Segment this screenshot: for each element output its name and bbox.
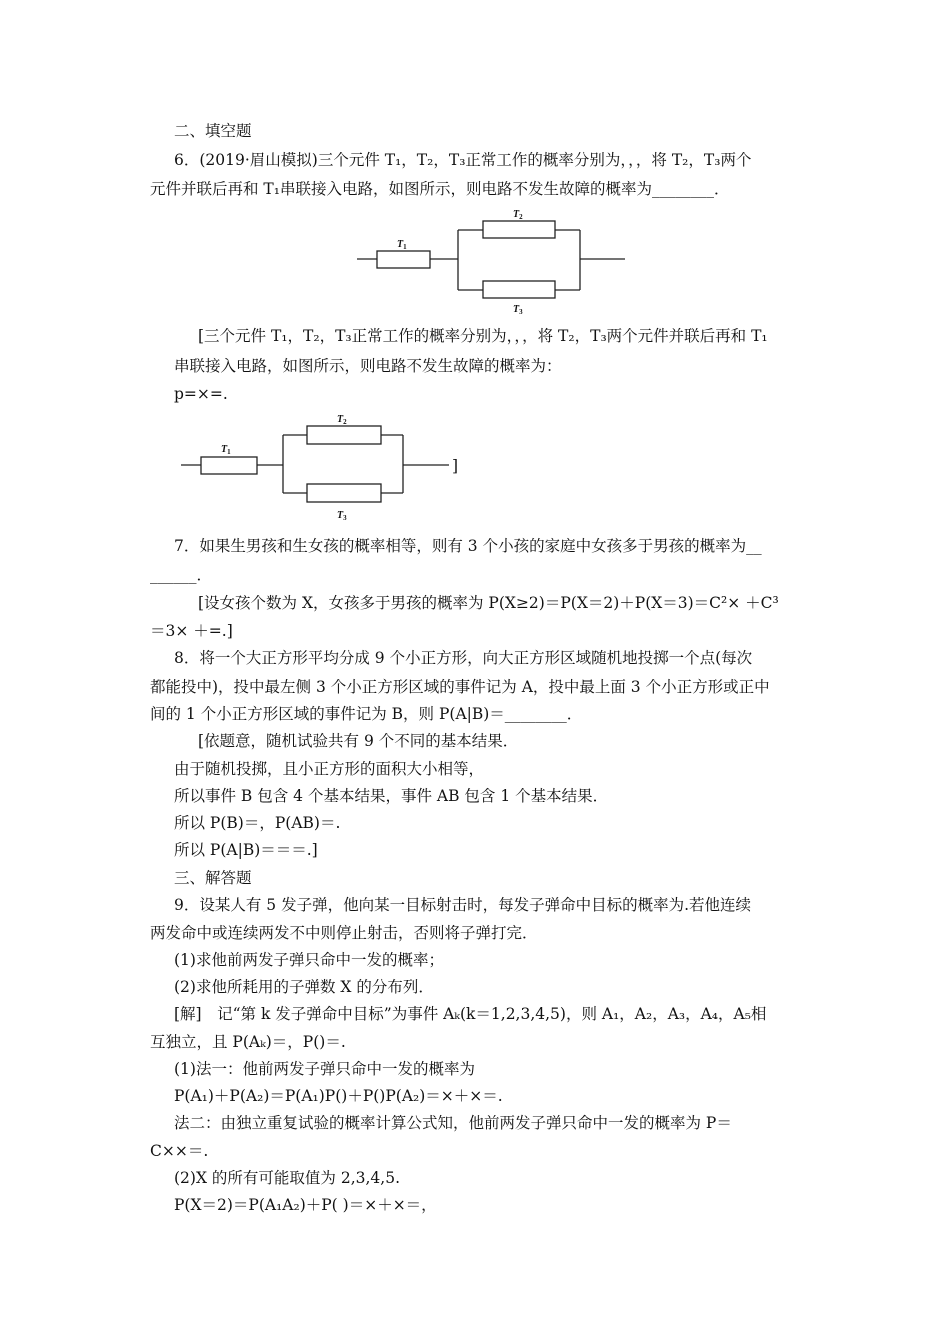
t1-label: $T_1$: [221, 444, 231, 456]
q9-solution-line-5: 法二：由独立重复试验的概率计算公式知，他前两发子弹只命中一发的概率为 P＝: [174, 1114, 732, 1132]
q9-solution-line-4: P(A₁)＋P(A₂)＝P(A₁)P()＋P()P(A₂)＝×＋×＝.: [174, 1087, 503, 1105]
q6-text-line-1: 6．(2019·眉山模拟)三个元件 T₁，T₂，T₃正常工作的概率分别为，，，将 T₂，T₃两个: [174, 151, 752, 169]
q8-text-line-1: 8．将一个大正方形平均分成 9 个小正方形，向大正方形区域随机地投掷一个点(每次: [174, 649, 753, 667]
circuit-diagram-2: [174, 410, 474, 522]
section-heading-solve: 三、解答题: [174, 869, 252, 887]
circuit-diagram-1: [350, 205, 650, 315]
q9-solution-line-7: (2)X 的所有可能取值为 2,3,4,5.: [174, 1169, 400, 1187]
q6-text-line-2: 元件并联后再和 T₁串联接入电路，如图所示，则电路不发生故障的概率为________．: [150, 180, 730, 198]
q6-answer-line-3: p=×=.: [174, 385, 228, 403]
q7-text-line-2: ______．: [150, 566, 213, 584]
q9-solution-line-2: 互独立，且 P(Aₖ)＝，P()＝.: [150, 1033, 346, 1051]
q9-text-line-1: 9．设某人有 5 发子弹，他向某一目标射击时，每发子弹命中目标的概率为.若他连续: [174, 896, 752, 914]
t2-label: $T_2$: [513, 209, 523, 221]
q9-solution-line-1: [解] 记“第 k 发子弹命中目标”为事件 Aₖ(k＝1,2,3,4,5)，则 A₁，A₂，A₃，A₄，A₅相: [174, 1005, 767, 1023]
t3-label: $T_3$: [337, 510, 347, 522]
q8-text-line-3: 间的 1 个小正方形区域的事件记为 B，则 P(A|B)＝________．: [150, 705, 583, 723]
section-heading-fill: 二、填空题: [174, 122, 252, 140]
q8-answer-line-1: [依题意，随机试验共有 9 个不同的基本结果．: [198, 732, 519, 750]
t1-label: $T_1$: [397, 239, 407, 251]
q7-answer-line-2: ＝3× ＋=.]: [150, 622, 233, 640]
q8-answer-line-4: 所以 P(B)＝，P(AB)＝.: [174, 814, 341, 832]
q9-part-2: (2)求他所耗用的子弹数 X 的分布列．: [174, 978, 434, 996]
q9-solution-line-3: (1)法一：他前两发子弹只命中一发的概率为: [174, 1060, 475, 1078]
t3-label: $T_3$: [513, 304, 523, 315]
q6-answer-close-bracket: ]: [452, 457, 459, 475]
q9-solution-line-8: P(X＝2)＝P(A₁A₂)＋P( )＝×＋×＝，: [174, 1196, 437, 1214]
t2-label: $T_2$: [337, 414, 347, 426]
q7-answer-line-1: [设女孩个数为 X，女孩多于男孩的概率为 P(X≥2)＝P(X＝2)＋P(X＝3)＝C²× ＋C³: [198, 594, 779, 612]
q8-text-line-2: 都能投中)，投中最左侧 3 个小正方形区域的事件记为 A，投中最上面 3 个小正方形或正中: [150, 678, 770, 696]
q9-part-1: (1)求他前两发子弹只命中一发的概率；: [174, 951, 444, 969]
q6-answer-line-1: [三个元件 T₁，T₂，T₃正常工作的概率分别为，，，将 T₂，T₃两个元件并联后再和 T₁: [198, 327, 768, 345]
q8-answer-line-5: 所以 P(A|B)＝＝＝.]: [174, 841, 318, 859]
q9-solution-line-6: C××＝.: [150, 1142, 209, 1160]
q7-text-line-1: 7．如果生男孩和生女孩的概率相等，则有 3 个小孩的家庭中女孩多于男孩的概率为__: [174, 537, 762, 555]
q8-answer-line-2: 由于随机投掷，且小正方形的面积大小相等，: [174, 760, 485, 778]
q8-answer-line-3: 所以事件 B 包含 4 个基本结果，事件 AB 包含 1 个基本结果．: [174, 787, 609, 805]
q6-answer-line-2: 串联接入电路，如图所示，则电路不发生故障的概率为：: [174, 357, 562, 375]
q9-text-line-2: 两发命中或连续两发不中则停止射击，否则将子弹打完．: [150, 924, 538, 942]
